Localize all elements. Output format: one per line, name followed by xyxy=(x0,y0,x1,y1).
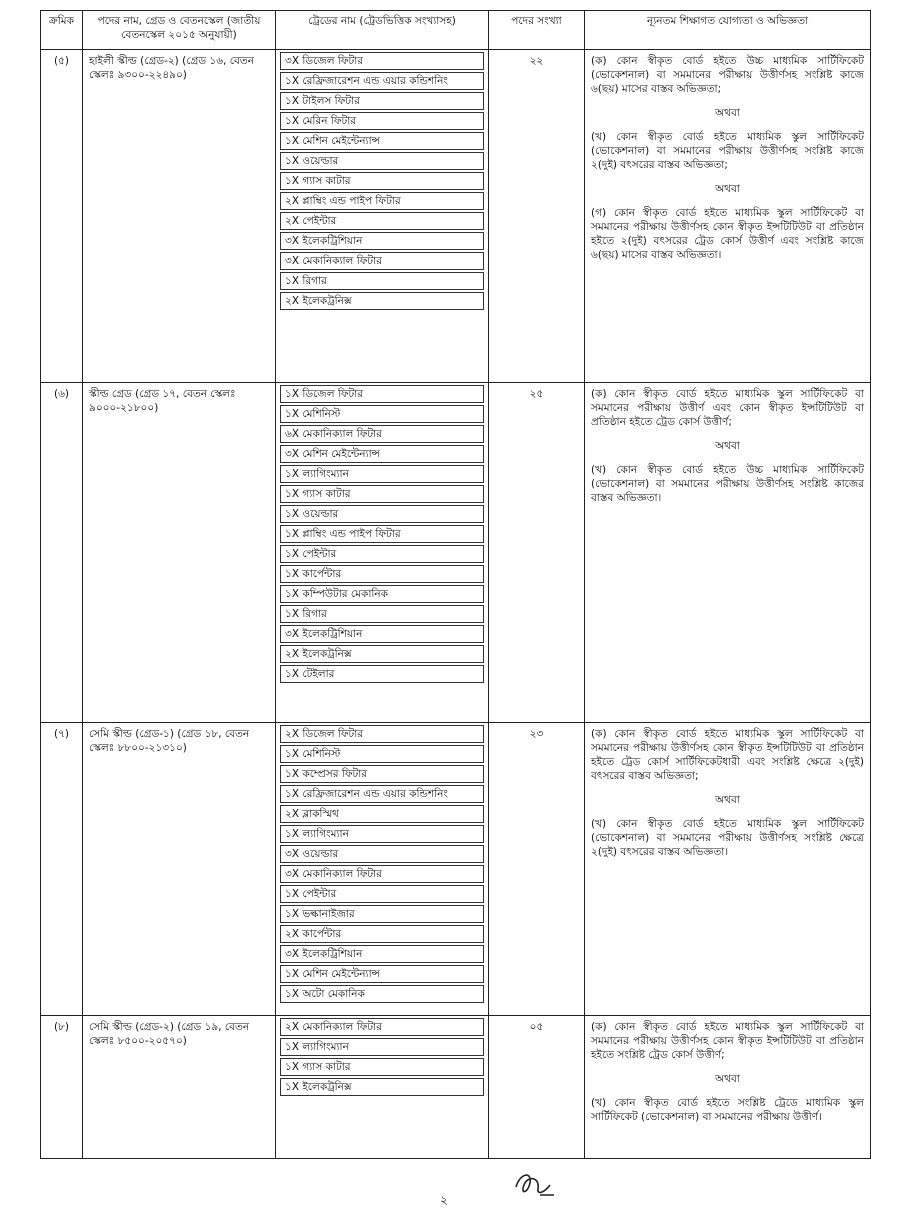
post-count: ২২ xyxy=(489,50,585,383)
table-header-row xyxy=(41,11,871,50)
qualification-item: (খ) কোন স্বীকৃত বোর্ড হইতে মাধ্যমিক স্কুল সার্টিফিকেট (ভোকেশনাল) বা সমমানের পরীক্ষায় উত্তীর্ণসহ সংশ্লিষ্ট কাজে ২(দুই) বৎসরের বাস্তব অভিজ্ঞতা; xyxy=(591,131,864,171)
trade-item: ৩X মেকানিক্যাল ফিটার xyxy=(280,865,484,883)
or-separator: অথবা xyxy=(715,183,740,195)
trade-item: ২X পেইন্টার xyxy=(280,212,484,230)
header-serial: ক্রমিক xyxy=(41,11,83,50)
table-row xyxy=(41,50,871,383)
trade-item: ১X কম্প্রেসর ফিটার xyxy=(280,765,484,783)
trade-item: ১X ল্যাগিংম্যান xyxy=(280,825,484,843)
qualification-item: (ক) কোন স্বীকৃত বোর্ড হইতে মাধ্যমিক স্কুল সার্টিফিকেট বা সমমানের পরীক্ষায় উত্তীর্ণসহ কোন স্বীকৃত ইন্সটিটিউট বা প্রতিষ্ঠান হইতে ট্রেড কোর্স সার্টিফিকেটধারী এবং সংশ্লিষ্ট ক্ষেত্রে ২(দুই) বৎসরের বাস্তব অভিজ্ঞতা; xyxy=(591,728,864,782)
trade-item: ৩X ইলেকট্রিশিয়ান xyxy=(280,625,484,643)
trade-item: ২X মেকানিক্যাল ফিটার xyxy=(280,1018,484,1036)
trade-item: ১X ওয়েল্ডার xyxy=(280,152,484,170)
or-separator: অথবা xyxy=(715,107,740,119)
qualification-item: (ক) কোন স্বীকৃত বোর্ড হইতে মাধ্যমিক স্কুল সার্টিফিকেট বা সমমানের পরীক্ষায় উত্তীর্ণসহ কোন স্বীকৃত ইন্সটিটিউট বা প্রতিষ্ঠান হইতে সংশ্লিষ্ট ট্রেড কোর্স উত্তীর্ণ; xyxy=(591,1021,864,1061)
header-count: পদের সংখ্যা xyxy=(489,11,585,50)
table-row xyxy=(41,383,871,723)
trade-item: ১X প্লাম্বিং এন্ড পাইপ ফিটার xyxy=(280,525,484,543)
trade-item: ১X মেরিন ফিটার xyxy=(280,112,484,130)
trade-list xyxy=(280,52,484,310)
trade-item: ১X টেইলার xyxy=(280,665,484,683)
trade-item: ১X মেশিন মেইন্টেন্যান্স xyxy=(280,965,484,983)
trade-item: ২X ডিজেল ফিটার xyxy=(280,725,484,743)
post-count: ২৩ xyxy=(489,723,585,1016)
trade-cell xyxy=(276,383,489,723)
table-row xyxy=(41,1016,871,1159)
trade-item: ২X কার্পেন্টার xyxy=(280,925,484,943)
header-trade: ট্রেডের নাম (ট্রেডভিত্তিক সংখ্যাসহ) xyxy=(276,11,489,50)
trade-cell xyxy=(276,50,489,383)
trade-item: ৩X ইলেকট্রিশিয়ান xyxy=(280,945,484,963)
trade-item: ১X পেইন্টার xyxy=(280,545,484,563)
trade-item: ১X ডিজেল ফিটার xyxy=(280,385,484,403)
qualification-item: (খ) কোন স্বীকৃত বোর্ড হইতে মাধ্যমিক স্কুল সার্টিফিকেট (ভোকেশনাল) বা সমমানের পরীক্ষায় উত্তীর্ণসহ সংশ্লিষ্ট ক্ষেত্রে ২(দুই) বৎসরের বাস্তব অভিজ্ঞতা। xyxy=(591,818,864,858)
trade-item: ১X ইলেকট্রনিক্স xyxy=(280,1078,484,1096)
trade-item: ১X গ্যাস কাটার xyxy=(280,485,484,503)
qualification-item: (খ) কোন স্বীকৃত বোর্ড হইতে সংশ্লিষ্ট ট্রেডে মাধ্যমিক স্কুল সার্টিফিকেট (ভোকেশনাল) বা সমমানের পরীক্ষায় উত্তীর্ণ। xyxy=(591,1097,864,1123)
trade-list xyxy=(280,1018,484,1096)
or-separator: অথবা xyxy=(715,440,740,452)
trade-item: ২X ব্লাকস্মিথ xyxy=(280,805,484,823)
recruitment-table xyxy=(40,10,871,1159)
trade-cell xyxy=(276,1016,489,1159)
qualification-item: (ক) কোন স্বীকৃত বোর্ড হইতে মাধ্যমিক স্কুল সার্টিফিকেট বা সমমানের পরীক্ষায় উত্তীর্ণ এবং কোন স্বীকৃত ইন্সটিটিউট বা প্রতিষ্ঠান হইতে ট্রেড কোর্স উত্তীর্ণ; xyxy=(591,388,864,428)
trade-item: ১X মেশিনিস্ট xyxy=(280,405,484,423)
or-separator: অথবা xyxy=(715,794,740,806)
trade-item: ১X ভল্কানাইজার xyxy=(280,905,484,923)
trade-item: ১X ল্যাগিংম্যান xyxy=(280,465,484,483)
trade-item: ১X টাইলস ফিটার xyxy=(280,92,484,110)
trade-item: ১X ল্যাগিংম্যান xyxy=(280,1038,484,1056)
trade-item: ১X কার্পেন্টার xyxy=(280,565,484,583)
trade-item: ৩X ওয়েল্ডার xyxy=(280,845,484,863)
trade-item: ৩X ইলেকট্রিশিয়ান xyxy=(280,232,484,250)
qualification-cell xyxy=(585,50,871,383)
trade-item: ৬X মেকানিক্যাল ফিটার xyxy=(280,425,484,443)
trade-item: ১X মেশিনিস্ট xyxy=(280,745,484,763)
signature-icon xyxy=(510,1165,558,1205)
header-name: পদের নাম, গ্রেড ও বেতনস্কেল (জাতীয় বেতনস্কেল ২০১৫ অনুযায়ী) xyxy=(83,11,276,50)
trade-item: ১X রিগার xyxy=(280,605,484,623)
trade-item: ১X গ্যাস কাটার xyxy=(280,172,484,190)
trade-item: ২X প্লাম্বিং এন্ড পাইপ ফিটার xyxy=(280,192,484,210)
trade-item: ৩X ডিজেল ফিটার xyxy=(280,52,484,70)
trade-item: ৩X মেশিন মেইন্টেন্যান্স xyxy=(280,445,484,463)
trade-item: ১X অটো মেকানিক xyxy=(280,985,484,1003)
trade-item: ১X মেশিন মেইন্টেন্যান্স xyxy=(280,132,484,150)
row-serial: (৫) xyxy=(41,50,83,383)
row-serial: (৮) xyxy=(41,1016,83,1159)
table-row xyxy=(41,723,871,1016)
trade-cell xyxy=(276,723,489,1016)
trade-item: ১X ওয়েল্ডার xyxy=(280,505,484,523)
post-name: স্কীল্ড গ্রেড (গ্রেড ১৭, বেতন স্কেলঃ ৯০০০-২১৮০০) xyxy=(83,383,276,723)
trade-item: ২X ইলেকট্রনিক্স xyxy=(280,292,484,310)
qualification-cell xyxy=(585,1016,871,1159)
post-count: ২৫ xyxy=(489,383,585,723)
header-qualification: ন্যূনতম শিক্ষাগত যোগ্যতা ও অভিজ্ঞতা xyxy=(585,11,871,50)
trade-item: ১X রেফ্রিজারেশন এন্ড এয়ার কন্ডিশনিং xyxy=(280,72,484,90)
or-separator: অথবা xyxy=(715,1073,740,1085)
trade-item: ১X পেইন্টার xyxy=(280,885,484,903)
trade-item: ১X গ্যাস কাটার xyxy=(280,1058,484,1076)
post-name: হাইলী স্কীল্ড (গ্রেড-২) (গ্রেড ১৬, বেতন স্কেলঃ ৯৩০০-২২৪৯০) xyxy=(83,50,276,383)
trade-item: ৩X মেকানিক্যাল ফিটার xyxy=(280,252,484,270)
post-name: সেমি স্কীল্ড (গ্রেড-১) (গ্রেড ১৮, বেতন স্কেলঃ ৮৮০০-২১৩১০) xyxy=(83,723,276,1016)
page-number: ২ xyxy=(440,1193,448,1207)
post-name: সেমি স্কীল্ড (গ্রেড-২) (গ্রেড ১৯, বেতন স্কেলঃ ৮৫০০-২০৫৭০) xyxy=(83,1016,276,1159)
row-serial: (৬) xyxy=(41,383,83,723)
trade-item: ১X রিগার xyxy=(280,272,484,290)
trade-list xyxy=(280,725,484,1003)
trade-item: ১X রেফ্রিজারেশন এন্ড এয়ার কন্ডিশনিং xyxy=(280,785,484,803)
row-serial: (৭) xyxy=(41,723,83,1016)
trade-list xyxy=(280,385,484,683)
qualification-item: (গ) কোন স্বীকৃত বোর্ড হইতে মাধ্যমিক স্কুল সার্টিফিকেট বা সমমানের পরীক্ষায় উত্তীর্ণসহ কোন স্বীকৃত ইন্সটিটিউট বা প্রতিষ্ঠান হইতে ২(দুই) বৎসরের ট্রেড কোর্স উত্তীর্ণ এবং সংশ্লিষ্ট কাজে ৬(ছয়) মাসের বাস্তব অভিজ্ঞতা। xyxy=(591,207,864,261)
post-count: ০৫ xyxy=(489,1016,585,1159)
trade-item: ২X ইলেকট্রনিক্স xyxy=(280,645,484,663)
trade-item: ১X কম্পিউটার মেকানিক xyxy=(280,585,484,603)
qualification-item: (খ) কোন স্বীকৃত বোর্ড হইতে উচ্চ মাধ্যমিক সার্টিফিকেট (ভোকেশনাল) বা সমমানের পরীক্ষায় উত্তীর্ণসহ সংশ্লিষ্ট কাজের বাস্তব অভিজ্ঞতা। xyxy=(591,464,864,504)
qualification-item: (ক) কোন স্বীকৃত বোর্ড হইতে উচ্চ মাধ্যমিক সার্টিফিকেট (ভোকেশনাল) বা সমমানের পরীক্ষায় উত্তীর্ণসহ সংশ্লিষ্ট কাজে ৬(ছয়) মাসের বাস্তব অভিজ্ঞতা; xyxy=(591,55,864,95)
qualification-cell xyxy=(585,383,871,723)
qualification-cell xyxy=(585,723,871,1016)
